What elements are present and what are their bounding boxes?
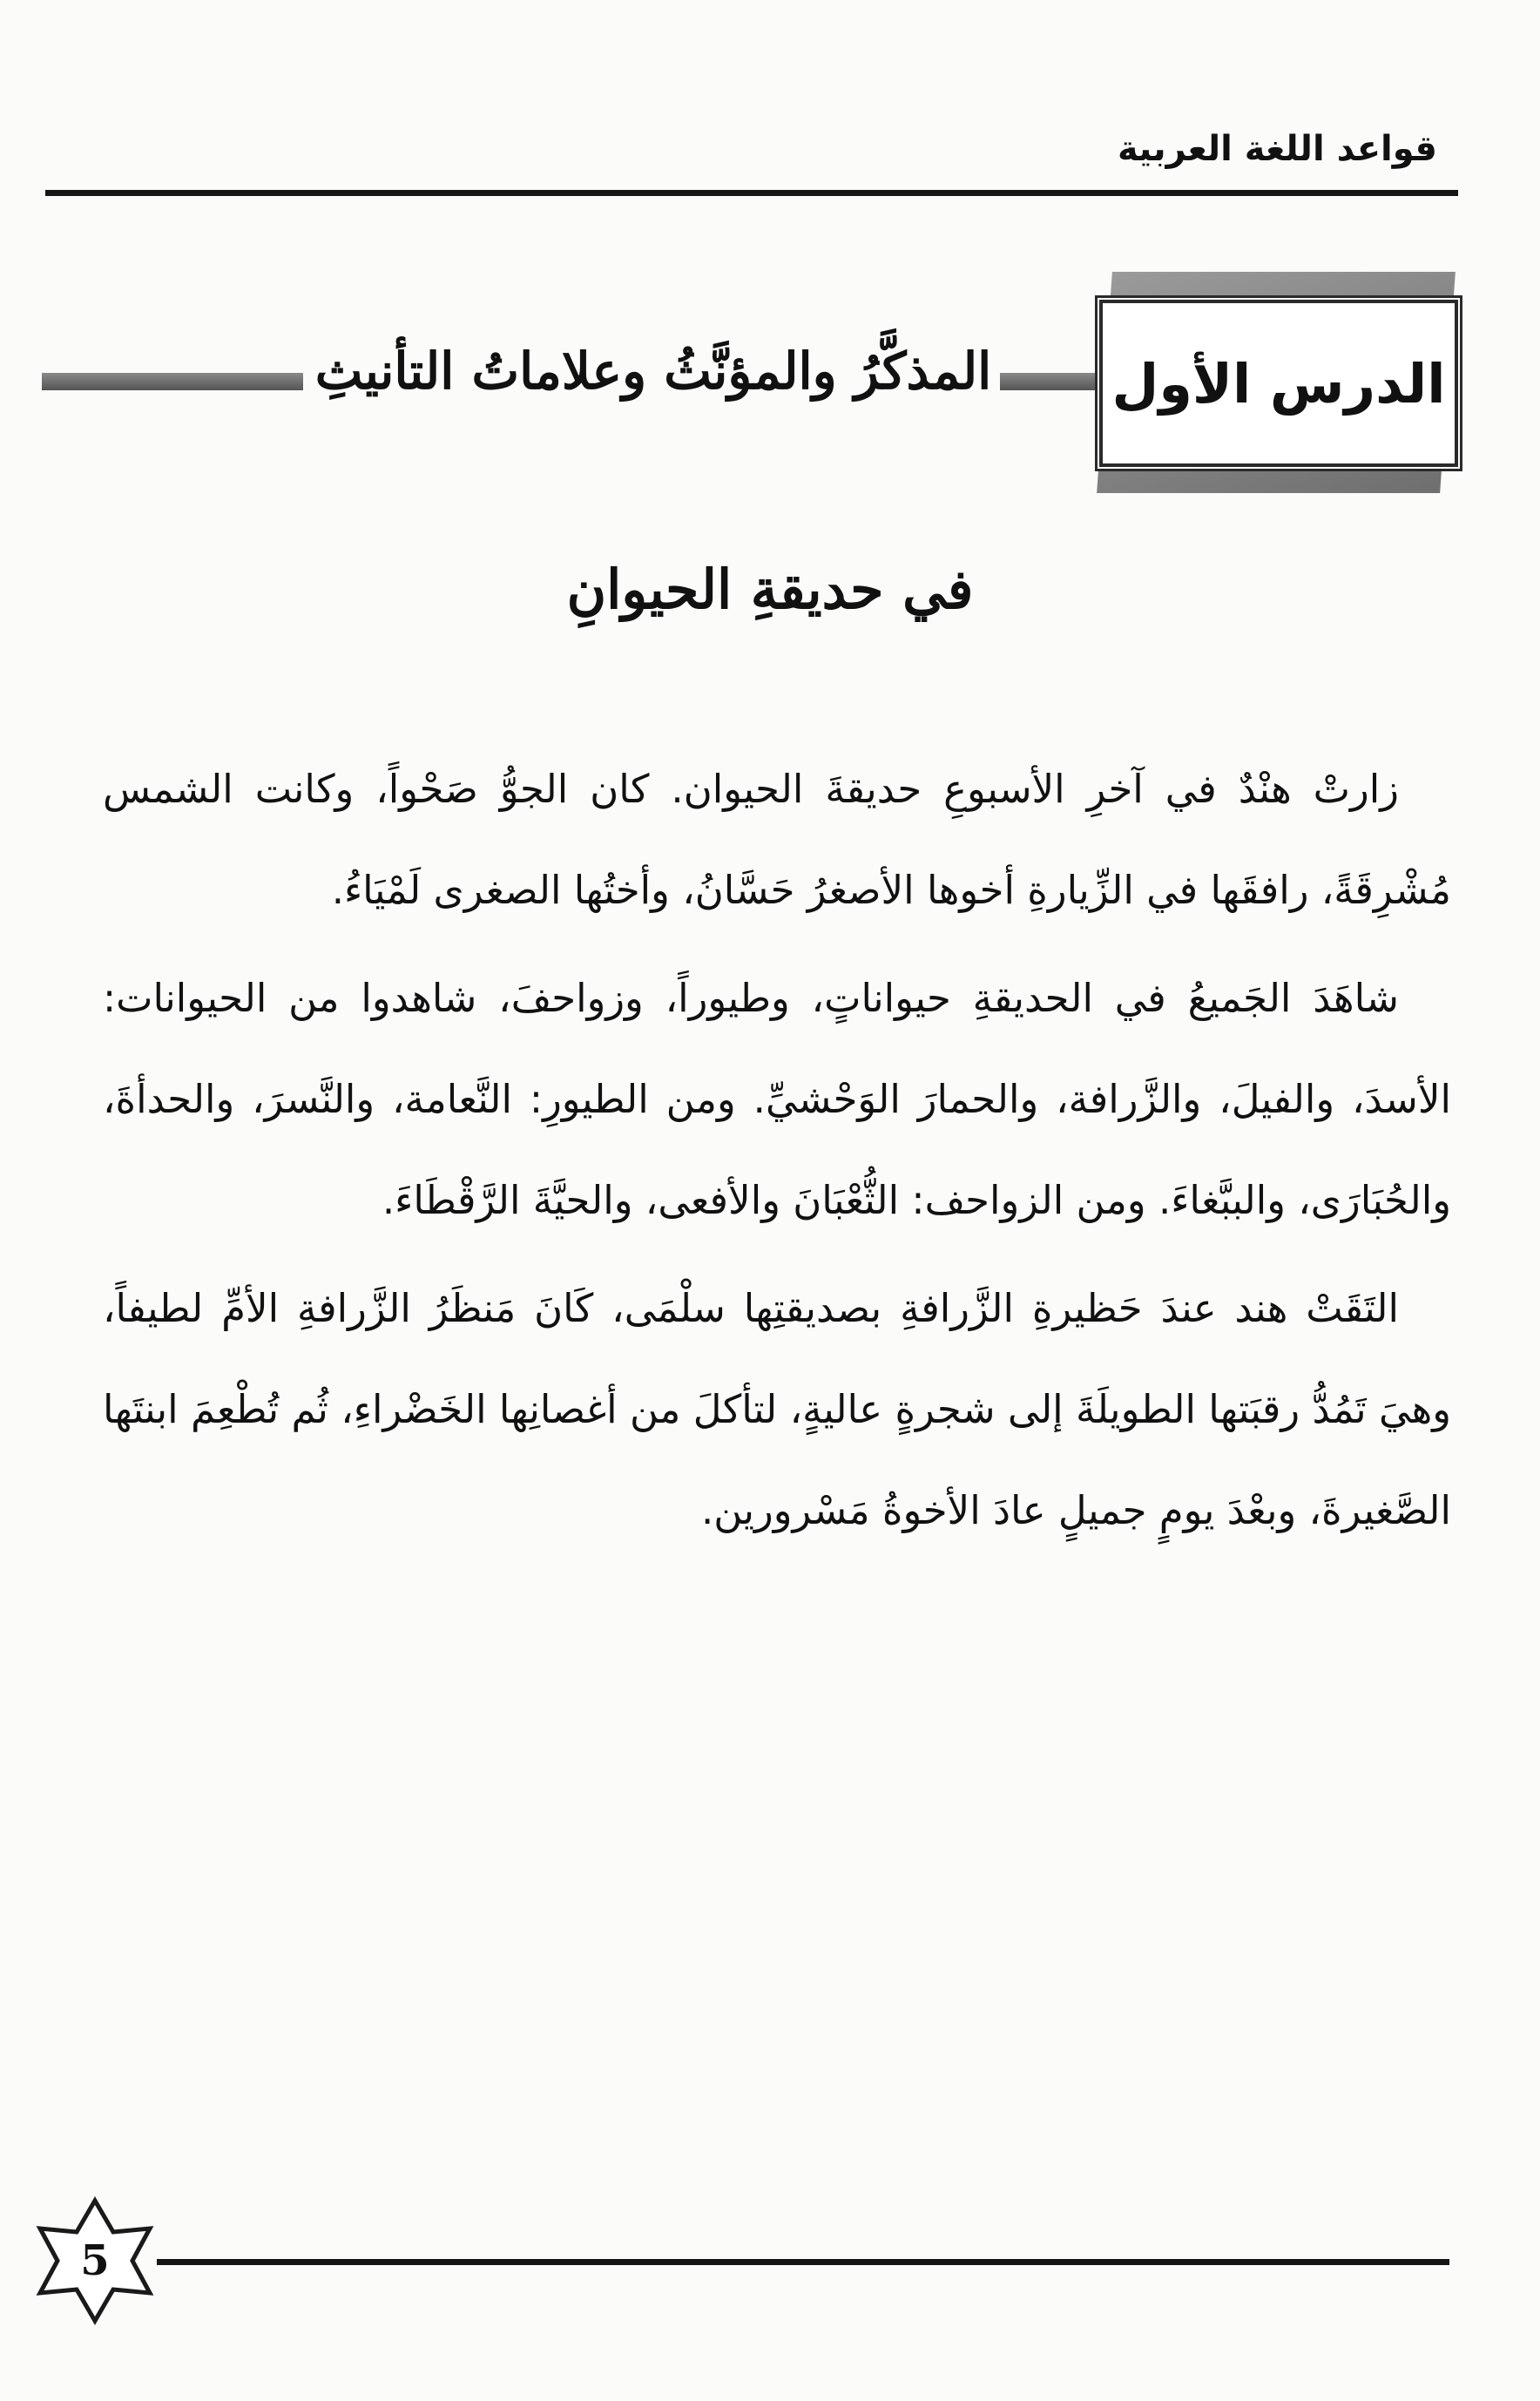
paragraph-1: زارتْ هنْدٌ في آخرِ الأسبوعِ حديقةَ الحيوان. كان الجوُّ صَحْواً، وكانت الشمس مُشْرِقَةً، رافقَها في الزِّيارةِ أخوها الأصغرُ حَسَّانُ، وأختُها الصغرى لَمْيَاءُ. [103, 766, 1451, 913]
banner-bar-right [1000, 373, 1103, 390]
banner-bar-left [42, 373, 303, 390]
running-header-title: قواعد اللغة العربية [1118, 129, 1437, 169]
paragraph-3: التَقَتْ هند عندَ حَظيرةِ الزَّرافةِ بصديقتِها سلْمَى، كَانَ مَنظَرُ الزَّرافةِ الأمِّ لطيفاً، وهيَ تَمُدُّ رقبَتها الطويلَةَ إلى شجرةٍ عاليةٍ، لتأكلَ من أغصانِها الخَضْراءِ، ثُم تُطْعِمَ ابنتَها الصَّغيرةَ، وبعْدَ يومٍ جميلٍ عادَ الأخوةُ مَسْرورين. [103, 1285, 1451, 1533]
lesson-body-text [103, 739, 1451, 1568]
lesson-label-box [1099, 300, 1458, 467]
page-number: 5 [80, 2236, 110, 2285]
lesson-label: الدرس الأول [1111, 351, 1446, 416]
header-rule [45, 190, 1458, 196]
lesson-topic-title: المذكَّرُ والمؤنَّثُ وعلاماتُ التأنيثِ [314, 342, 992, 401]
paragraph-2: شاهَدَ الجَميعُ في الحديقةِ حيواناتٍ، وطيوراً، وزواحفَ، شاهدوا من الحيوانات: الأسدَ، والفيلَ، والزَّرافة، والحمارَ الوَحْشيِّ. ومن الطيورِ: النَّعامة، والنَّسرَ، والحدأةَ، والحُبَارَى، والببَّغاءَ. ومن الزواحف: الثُّعْبَانَ والأفعى، والحيَّةَ الرَّقْطَاءَ. [103, 975, 1451, 1223]
section-title: في حديقةِ الحيوانِ [566, 558, 974, 621]
footer-rule [157, 2259, 1449, 2265]
